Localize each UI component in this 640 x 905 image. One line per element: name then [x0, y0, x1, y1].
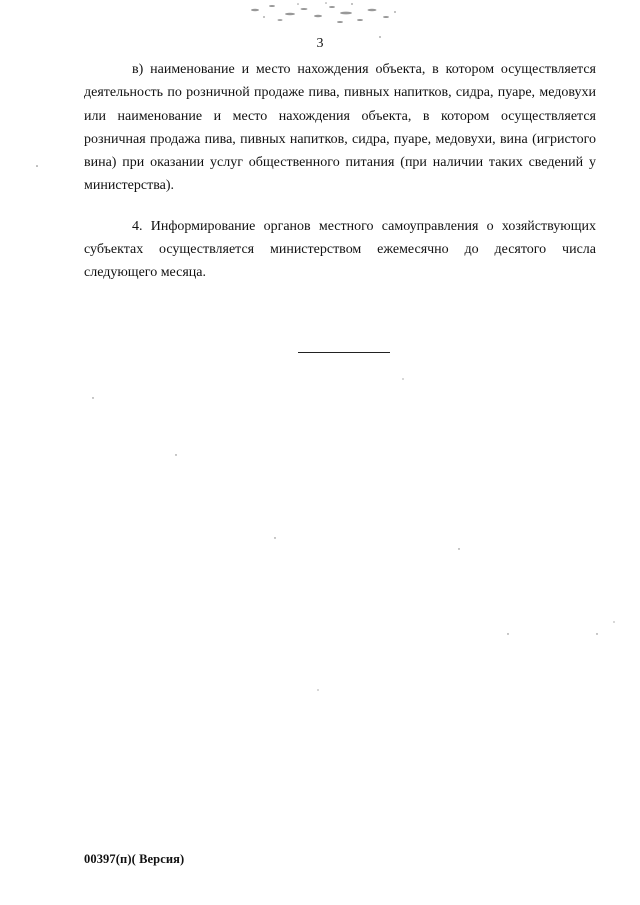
document-body	[84, 58, 596, 285]
paragraph-item-4: 4. Информирование органов местного самоуправления о хозяйствующих субъектах осуществляется министерством ежемесячно до десятого числа следующего месяца.	[84, 218, 596, 281]
end-of-text-rule	[298, 352, 390, 353]
document-footer-code: 00397(п)( Версия)	[84, 852, 185, 866]
page-number: 3	[316, 36, 324, 51]
paragraph-item-v: в) наименование и место нахождения объекта, в котором осуществляется деятельность по розничной продаже пива, пивных напитков, сидра, пуаре, медовухи или наименование и место нахождения объекта, в котором осуществляется розничная продажа пива, пивных напитков, сидра, пуаре, медовухи, вина (игристого вина) при оказании услуг общественного питания (при наличии таких сведений у министерства).	[84, 62, 596, 194]
